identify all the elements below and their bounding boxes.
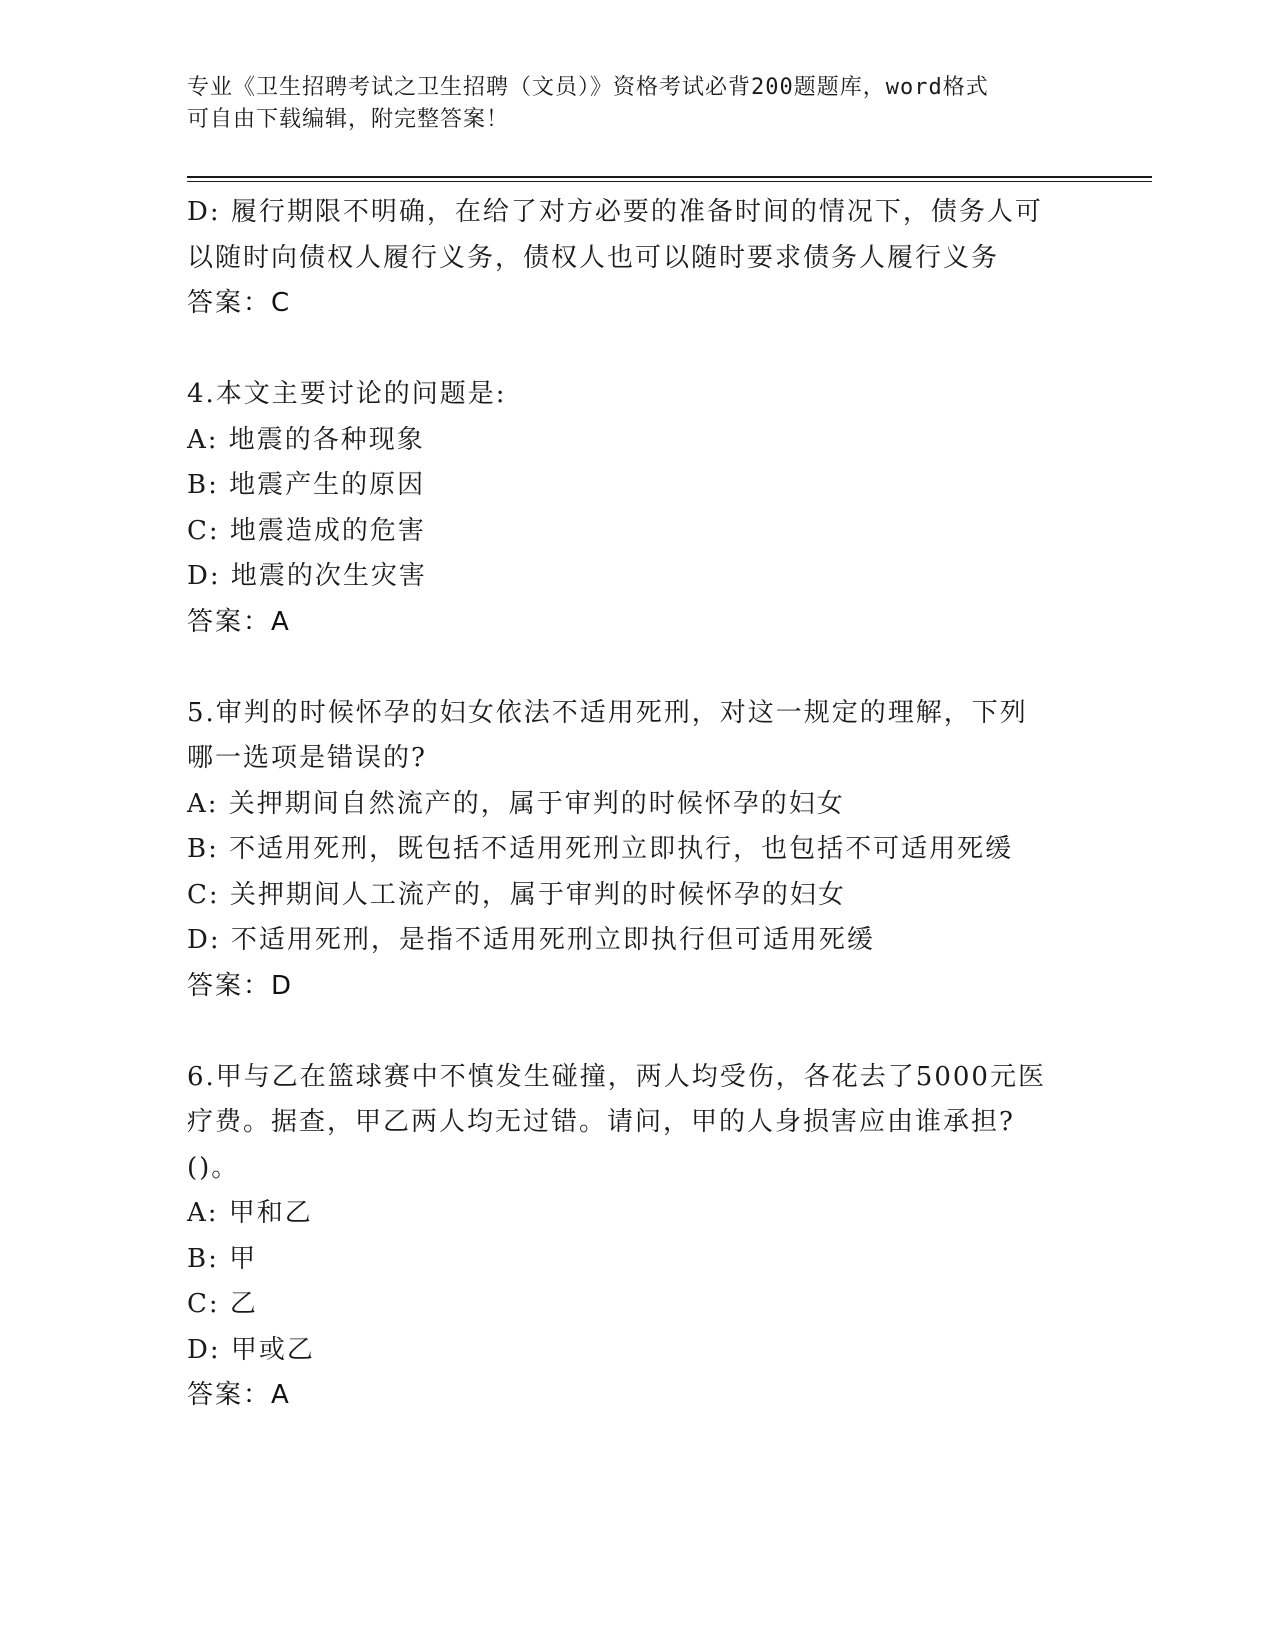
question-3-tail [187,190,1087,327]
answer-label: 答案：A [187,1380,291,1410]
question-stem: 6.甲与乙在篮球赛中不慎发生碰撞，两人均受伤，各花去了5000元医 [187,1061,1046,1092]
spacer [187,327,1087,373]
answer-label: 答案：C [187,288,292,318]
document-header [187,72,1067,136]
answer-label: 答案：D [187,970,294,1001]
option-a: A: 甲和乙 [187,1198,313,1228]
question-list [187,190,1087,1419]
question-stem-continued: ()。 [187,1152,240,1183]
option-b: B: 地震产生的原因 [187,470,426,500]
question-stem: 5.审判的时候怀孕的妇女依法不适用死刑，对这一规定的理解，下列 [187,697,1028,728]
header-divider-thick [187,176,1152,178]
question-stem-continued: 哪一选项是错误的? [187,743,427,773]
option-d: D: 地震的次生灾害 [187,561,427,591]
option-c: C: 地震造成的危害 [187,515,426,546]
spacer [187,645,1087,691]
option-a: A: 关押期间自然流产的，属于审判的时候怀孕的妇女 [187,788,845,819]
option-a: A: 地震的各种现象 [187,424,425,455]
answer-label: 答案：A [187,606,291,637]
option-b: B: 不适用死刑，既包括不适用死刑立即执行，也包括不可适用死缓 [187,834,1014,864]
option-d: D: 甲或乙 [187,1334,315,1365]
header-divider-thin [187,181,1152,182]
question-6 [187,1055,1087,1419]
question-5 [187,691,1087,1010]
option-d: D: 不适用死刑，是指不适用死刑立即执行但可适用死缓 [187,925,875,955]
question-stem: 4.本文主要讨论的问题是: [187,379,507,409]
header-title-line-1: 专业《卫生招聘考试之卫生招聘（文员）》资格考试必背200题题库，word格式 [187,75,989,100]
question-4 [187,372,1087,645]
question-stem-continued: 疗费。据查，甲乙两人均无过错。请问，甲的人身损害应由谁承担? [187,1107,1015,1137]
option-c: C: 乙 [187,1289,258,1319]
spacer [187,1009,1087,1055]
option-c: C: 关押期间人工流产的，属于审判的时候怀孕的妇女 [187,879,846,910]
header-title-line-2: 可自由下载编辑，附完整答案！ [187,107,510,132]
option-d: D: 履行期限不明确，在给了对方必要的准备时间的情况下，债务人可 [187,197,1043,227]
option-b: B: 甲 [187,1243,258,1274]
option-d-continued: 以随时向债权人履行义务，债权人也可以随时要求债务人履行义务 [187,242,1000,273]
